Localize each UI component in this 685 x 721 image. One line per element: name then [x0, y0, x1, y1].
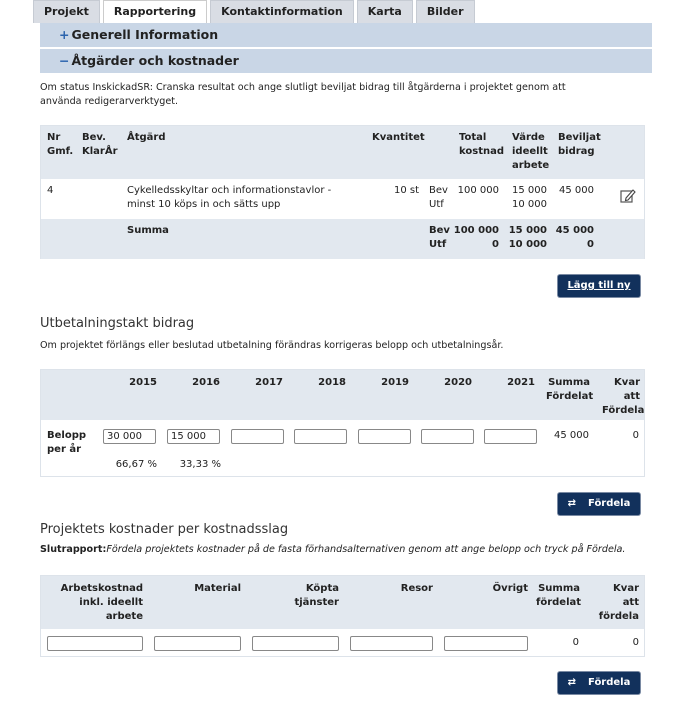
payout-title: Utbetalningstakt bidrag	[40, 316, 195, 331]
summa-beviljat-2: 0	[587, 239, 594, 250]
col-varde: Värde ideellt arbete	[512, 132, 550, 171]
swap-arrows-icon: ⇄	[567, 498, 577, 509]
row-kvantitet: 10 st	[393, 185, 419, 196]
col-atgard: Åtgärd	[127, 132, 166, 143]
summa-utf: Utf	[429, 239, 447, 250]
arbetskostnad-input[interactable]	[47, 636, 143, 651]
fordela-payout-button[interactable]: ⇄ Fördela	[558, 493, 640, 515]
payout-summa-value: 45 000	[554, 430, 589, 441]
col-kvantitet: Kvantitet	[372, 132, 425, 143]
amount-input-2021[interactable]	[484, 429, 537, 444]
col-bev: Bev. KlarÅr	[82, 132, 118, 157]
material-input[interactable]	[154, 636, 241, 651]
summa-varde-1: 15 000	[508, 225, 547, 236]
accordion-label: Generell Information	[71, 27, 219, 42]
amount-input-2016[interactable]	[167, 429, 220, 444]
note-bold: Slutrapport:	[40, 544, 107, 555]
amount-input-2018[interactable]	[294, 429, 347, 444]
col-kvar-att-fordela: Kvar att fördela	[598, 583, 639, 622]
swap-arrows-icon: ⇄	[567, 677, 577, 688]
col-beviljat: Beviljat bidrag	[558, 132, 601, 157]
add-new-button[interactable]: Lägg till ny	[558, 275, 640, 297]
year-2017: 2017	[255, 377, 283, 388]
row-varde-1: 15 000	[512, 185, 547, 196]
row-bev: Bev	[429, 185, 448, 196]
percent-2016: 33,33 %	[179, 459, 221, 470]
summa-bev: Bev	[429, 225, 450, 236]
collapse-icon: −	[59, 53, 70, 68]
year-2018: 2018	[318, 377, 346, 388]
amount-input-2019[interactable]	[358, 429, 411, 444]
row-label-belopp-per-ar: Belopp per år	[47, 430, 87, 455]
col-kopta-tjanster: Köpta tjänster	[294, 583, 339, 608]
costs-note	[40, 543, 625, 557]
payout-table	[40, 369, 645, 477]
row-atgard: Cykelledsskyltar och informationstavlor - minst 10 köps in och sätts upp	[127, 185, 332, 210]
year-2016: 2016	[192, 377, 220, 388]
tab-rapportering[interactable]: Rapportering	[103, 0, 207, 23]
summa-beviljat-1: 45 000	[555, 225, 594, 236]
costs-table	[40, 575, 645, 657]
row-total: 100 000	[457, 185, 499, 196]
col-resor: Resor	[400, 583, 433, 594]
accordion-atgarder-och-kostnader[interactable]	[40, 49, 652, 73]
row-varde-2: 10 000	[512, 199, 547, 210]
year-2019: 2019	[381, 377, 409, 388]
summa-total-2: 0	[492, 239, 499, 250]
percent-2015: 66,67 %	[115, 459, 157, 470]
tab-bilder[interactable]: Bilder	[416, 0, 475, 23]
col-summa-fordelat: Summa fördelat	[536, 583, 582, 608]
note-italic: Fördela projektets kostnader på de fasta förhandsalternativen genom att ange belopp och tryck på Fördela.	[106, 544, 626, 555]
costs-summa-value: 0	[572, 637, 579, 648]
year-2021: 2021	[507, 377, 535, 388]
costs-title: Projektets kostnader per kostnadsslag	[40, 522, 289, 537]
summa-total-1: 100 000	[453, 225, 499, 236]
edit-icon[interactable]	[619, 187, 637, 205]
year-2015: 2015	[129, 377, 157, 388]
ovrigt-input[interactable]	[444, 636, 528, 651]
row-utf: Utf	[429, 199, 444, 210]
row-nr: 4	[47, 185, 54, 196]
costs-kvar-value: 0	[632, 637, 639, 648]
amount-input-2017[interactable]	[231, 429, 284, 444]
col-nr: Nr Gmf.	[47, 132, 74, 157]
accordion-label: Åtgärder och kostnader	[71, 53, 239, 68]
payout-kvar-value: 0	[632, 430, 639, 441]
col-kvar-att-fordela: Kvar att Fördela	[602, 377, 645, 416]
col-arbetskostnad: Arbetskostnad inkl. ideellt arbete	[60, 583, 143, 622]
expand-icon: +	[59, 27, 70, 42]
resor-input[interactable]	[350, 636, 433, 651]
col-summa-fordelat: Summa Fördelat	[546, 377, 594, 402]
amount-input-2015[interactable]	[103, 429, 156, 444]
col-ovrigt: Övrigt	[492, 583, 528, 594]
tab-karta[interactable]: Karta	[357, 0, 413, 23]
payout-note: Om projektet förlängs eller beslutad utbetalning förändras korrigeras belopp och utbetalningsår.	[40, 340, 504, 351]
tab-bar	[33, 0, 478, 23]
col-total: Total kostnad	[459, 132, 505, 157]
amount-input-2020[interactable]	[421, 429, 474, 444]
row-beviljat: 45 000	[559, 185, 594, 196]
actions-table	[40, 125, 645, 259]
col-material: Material	[194, 583, 241, 594]
tab-projekt[interactable]: Projekt	[33, 0, 100, 23]
kopta-tjanster-input[interactable]	[252, 636, 339, 651]
fordela-costs-button[interactable]: ⇄ Fördela	[558, 672, 640, 694]
summa-label: Summa	[127, 225, 169, 236]
accordion-generell-information[interactable]	[40, 23, 652, 47]
summa-varde-2: 10 000	[508, 239, 547, 250]
status-instruction: Om status InskickadSR: Cranska resultat och ange slutligt beviljat bidrag till åtgärderna i projektet genom att använda redigerarverktyget.	[40, 82, 566, 107]
tab-kontaktinformation[interactable]: Kontaktinformation	[210, 0, 354, 23]
year-2020: 2020	[444, 377, 472, 388]
